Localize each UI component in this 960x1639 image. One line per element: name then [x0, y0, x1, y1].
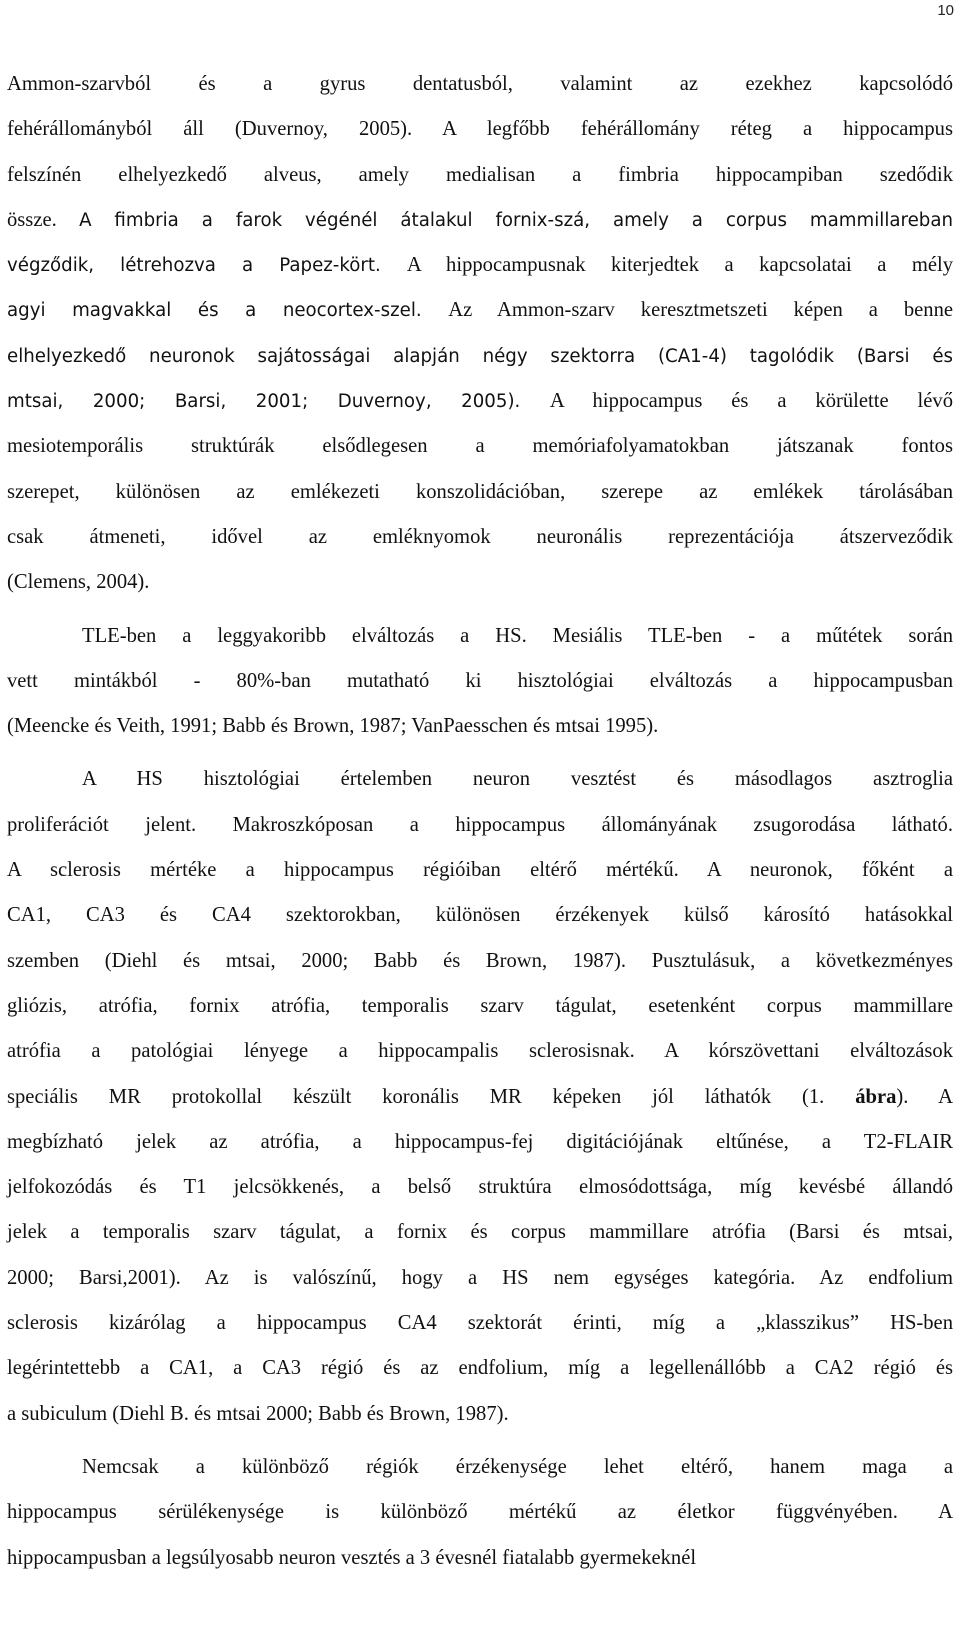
text-line — [7, 803, 953, 848]
text-segment: A fimbria a farok végénél átalakul fornix-szá, amely a corpus mammillareban — [79, 209, 954, 231]
text-segment: sclerosis kizárólag a hippocampus CA4 szektorát érinti, míg a „klasszikus” HS-ben — [7, 1312, 953, 1335]
body-text — [7, 62, 953, 1581]
text-segment: (Clemens, 2004). — [7, 571, 150, 594]
text-line — [7, 757, 953, 802]
text-segment: jelfokozódás és T1 jelcsökkenés, a belső struktúra elmosódottsága, míg kevésbé állandó — [7, 1176, 953, 1199]
text-segment: (Meencke és Veith, 1991; Babb és Brown, 1987; VanPaesschen és mtsai 1995). — [7, 715, 659, 738]
text-line — [7, 198, 953, 243]
text-line — [7, 288, 953, 333]
text-line — [7, 515, 953, 560]
text-line — [7, 614, 953, 659]
text-segment: agyi magvakkal és a neocortex-szel. — [7, 300, 449, 322]
text-segment: proliferációt jelent. Makroszkóposan a hippocampus állományának zsugorodása látható. — [7, 813, 953, 836]
text-segment: csak átmeneti, idővel az emléknyomok neuronális reprezentációja átszerveződik — [7, 525, 953, 548]
text-line — [7, 62, 953, 107]
text-segment: össze. — [7, 208, 80, 231]
text-line — [7, 1490, 953, 1535]
text-segment: A hippocampusnak kiterjedtek a kapcsolatai a mély — [406, 254, 953, 277]
text-segment: Nemcsak a különböző régiók érzékenysége lehet eltérő, hanem maga a — [82, 1455, 953, 1478]
text-segment: megbízható jelek az atrófia, a hippocampus-fej digitációjának eltűnése, a T2-FLAIR — [7, 1130, 953, 1153]
text-segment: hippocampus sérülékenysége is különböző mértékű az életkor függvényében. A — [7, 1501, 953, 1524]
text-segment: mtsai, 2000; Barsi, 2001; Duvernoy, 2005). — [7, 391, 550, 413]
text-segment: fehérállományból áll (Duvernoy, 2005). A legfőbb fehérállomány réteg a hippocampus — [7, 118, 953, 141]
text-line — [7, 659, 953, 704]
text-line — [7, 939, 953, 984]
text-segment: Az Ammon-szarv keresztmetszeti képen a benne — [448, 299, 954, 322]
text-line — [7, 984, 953, 1029]
text-segment: mesiotemporális struktúrák elsődlegesen a memóriafolyamatokban játszanak fontos — [7, 435, 953, 458]
paragraph — [7, 1445, 953, 1581]
text-line — [7, 379, 953, 424]
page-number: 10 — [937, 2, 954, 19]
text-segment: A hippocampus és a körülette lévő — [549, 390, 954, 413]
text-line — [7, 848, 953, 893]
text-segment: elhelyezkedő neuronok sajátosságai alapján négy szektorra (CA1-4) tagolódik (Barsi és — [7, 345, 953, 367]
text-segment: TLE-ben a leggyakoribb elváltozás a HS. Mesiális TLE-ben - a műtétek során — [82, 624, 953, 647]
paragraph — [7, 614, 953, 750]
text-line — [7, 1536, 953, 1581]
text-line — [7, 1256, 953, 1301]
text-line — [7, 107, 953, 152]
paragraph — [7, 757, 953, 1436]
text-segment: hippocampusban a legsúlyosabb neuron vesztés a 3 évesnél fiatalabb gyermekeknél — [7, 1546, 697, 1569]
text-line — [7, 1120, 953, 1165]
text-segment: felszínén elhelyezkedő alveus, amely medialisan a fimbria hippocampiban szedődik — [7, 163, 953, 186]
text-line — [7, 893, 953, 938]
text-segment: atrófia a patológiai lényege a hippocampalis sclerosisnak. A kórszövettani elváltozások — [7, 1040, 953, 1063]
figure-reference: ábra — [855, 1085, 897, 1108]
text-segment: szerepet, különösen az emlékezeti konszolidációban, szerepe az emlékek tárolásában — [7, 480, 953, 503]
text-line — [7, 1346, 953, 1391]
text-line — [7, 1075, 953, 1120]
text-segment: vett mintákból - 80%-ban mutatható ki hisztológiai elváltozás a hippocampusban — [7, 669, 953, 692]
text-segment: A sclerosis mértéke a hippocampus régióiban eltérő mértékű. A neuronok, főként a — [7, 859, 953, 882]
text-line — [7, 1029, 953, 1074]
text-line — [7, 243, 953, 288]
text-line — [7, 424, 953, 469]
text-segment: a subiculum (Diehl B. és mtsai 2000; Babb és Brown, 1987). — [7, 1402, 509, 1425]
text-segment: CA1, CA3 és CA4 szektorokban, különösen érzékenyek külső károsító hatásokkal — [7, 904, 953, 927]
paragraph — [7, 62, 953, 606]
text-segment: jelek a temporalis szarv tágulat, a fornix és corpus mammillare atrófia (Barsi és mtsai, — [7, 1221, 953, 1244]
text-line — [7, 334, 953, 379]
text-line — [7, 704, 953, 749]
text-line — [7, 1301, 953, 1346]
text-segment: speciális MR protokollal készült koronális MR képeken jól láthatók (1. — [7, 1085, 856, 1108]
text-segment: gliózis, atrófia, fornix atrófia, temporalis szarv tágulat, esetenként corpus mammillare — [7, 994, 953, 1017]
text-line — [7, 470, 953, 515]
text-segment: végződik, létrehozva a Papez-kört. — [7, 255, 407, 277]
text-line — [7, 1445, 953, 1490]
text-segment: 2000; Barsi,2001). Az is valószínű, hogy a HS nem egységes kategória. Az endfolium — [7, 1266, 953, 1289]
text-segment: szemben (Diehl és mtsai, 2000; Babb és Brown, 1987). Pusztulásuk, a következményes — [7, 949, 953, 972]
text-line — [7, 1165, 953, 1210]
text-line — [7, 153, 953, 198]
text-line — [7, 1210, 953, 1255]
text-segment: Ammon-szarvból és a gyrus dentatusból, valamint az ezekhez kapcsolódó — [7, 73, 953, 95]
text-line — [7, 1392, 953, 1437]
text-line — [7, 560, 953, 605]
text-segment: A HS hisztológiai értelemben neuron vesztést és másodlagos asztroglia — [82, 768, 953, 791]
text-segment: legérintettebb a CA1, a CA3 régió és az endfolium, míg a legellenállóbb a CA2 régió és — [7, 1357, 953, 1380]
text-segment: ). A — [896, 1085, 954, 1108]
